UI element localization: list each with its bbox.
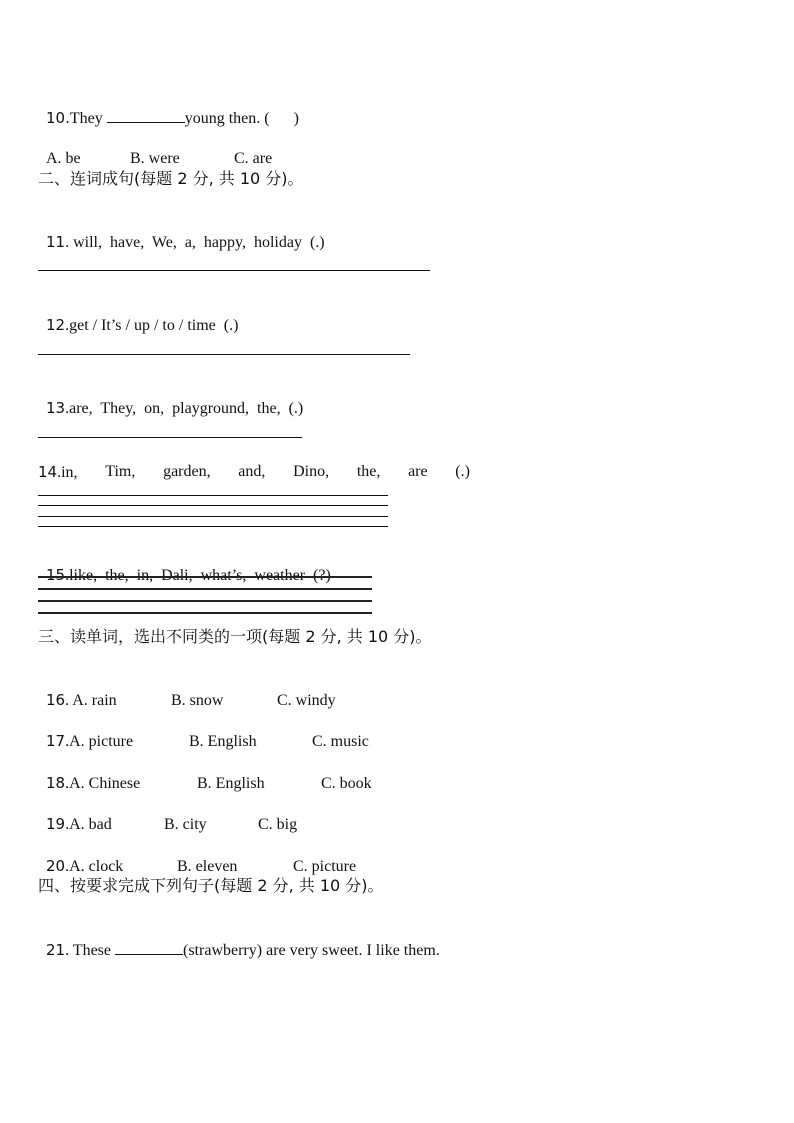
- option-a[interactable]: . A. rain: [65, 692, 117, 709]
- question-text: They: [69, 110, 107, 127]
- question-number: 19: [46, 815, 66, 833]
- question-11: [38, 212, 325, 253]
- question-21: [38, 919, 440, 961]
- option-a[interactable]: A. be: [46, 150, 81, 167]
- question-17: [38, 711, 369, 752]
- question-text: (strawberry) are very sweet. I like them.: [183, 942, 440, 959]
- writing-line[interactable]: [38, 516, 388, 517]
- option-a[interactable]: .A. clock: [65, 858, 124, 875]
- answer-blank[interactable]: [107, 107, 185, 123]
- writing-line[interactable]: [38, 495, 388, 496]
- word: Tim,: [105, 463, 136, 480]
- option-c[interactable]: C. picture: [293, 858, 357, 875]
- word: the,: [356, 463, 381, 480]
- answer-line[interactable]: [38, 354, 410, 355]
- question-number: 14: [38, 463, 58, 481]
- option-b[interactable]: B. English: [197, 775, 265, 792]
- writing-line[interactable]: [38, 576, 372, 578]
- section-heading-2: 二、连词成句(每题 2 分, 共 10 分)。: [38, 169, 304, 188]
- question-19: [38, 794, 297, 835]
- option-a[interactable]: .A. picture: [65, 733, 134, 750]
- question-number: 16: [46, 691, 66, 709]
- question-12: [38, 295, 238, 336]
- question-18: [38, 753, 372, 794]
- writing-line[interactable]: [38, 612, 372, 614]
- question-text: . will, have, We, a, happy, holiday (.): [65, 234, 325, 251]
- answer-line[interactable]: [38, 270, 430, 271]
- word: are: [408, 463, 428, 480]
- question-number: 17: [46, 732, 66, 750]
- section-heading-4: 四、按要求完成下列句子(每题 2 分, 共 10 分)。: [38, 876, 384, 895]
- answer-blank[interactable]: [115, 939, 183, 955]
- question-14: [38, 462, 470, 483]
- writing-line[interactable]: [38, 505, 388, 506]
- option-b[interactable]: B. city: [164, 816, 207, 833]
- word: (.): [455, 463, 470, 480]
- question-10-options: [38, 129, 272, 169]
- question-number: 11: [46, 233, 66, 251]
- answer-line[interactable]: [38, 437, 302, 438]
- word: garden,: [163, 463, 211, 480]
- option-c[interactable]: C. book: [321, 775, 372, 792]
- option-c[interactable]: C. big: [258, 816, 298, 833]
- question-text: .are, They, on, playground, the, (.): [65, 400, 304, 417]
- word: .in,: [57, 464, 78, 481]
- question-13: [38, 378, 303, 419]
- writing-line[interactable]: [38, 600, 372, 602]
- option-c[interactable]: C. windy: [277, 692, 336, 709]
- option-b[interactable]: B. English: [189, 733, 257, 750]
- question-text: .like, the, in, Dali, what’s, weather (?): [65, 567, 331, 584]
- question-20: [38, 836, 356, 877]
- question-10: [38, 87, 299, 129]
- word: Dino,: [293, 463, 330, 480]
- question-number: 21: [46, 941, 66, 959]
- option-a[interactable]: .A. bad: [65, 816, 112, 833]
- option-b[interactable]: B. eleven: [177, 858, 238, 875]
- question-text: young then. ( ): [184, 110, 299, 127]
- writing-line[interactable]: [38, 526, 388, 527]
- question-number: 10.: [46, 109, 70, 127]
- question-number: 20: [46, 857, 66, 875]
- option-a[interactable]: .A. Chinese: [65, 775, 141, 792]
- option-c[interactable]: C. music: [312, 733, 369, 750]
- question-number: 13: [46, 399, 66, 417]
- question-number: 12: [46, 316, 66, 334]
- word: and,: [238, 463, 266, 480]
- option-b[interactable]: B. snow: [171, 692, 224, 709]
- question-15: [38, 545, 331, 586]
- question-number: 15: [46, 566, 66, 584]
- question-number: 18: [46, 774, 66, 792]
- question-16: [38, 670, 336, 711]
- section-heading-3: 三、读单词，选出不同类的一项(每题 2 分, 共 10 分)。: [38, 627, 432, 646]
- question-text: .get / It’s / up / to / time (.): [65, 317, 239, 334]
- writing-line[interactable]: [38, 588, 372, 590]
- question-text: . These: [65, 942, 116, 959]
- option-c[interactable]: C. are: [234, 150, 273, 167]
- option-b[interactable]: B. were: [130, 150, 180, 167]
